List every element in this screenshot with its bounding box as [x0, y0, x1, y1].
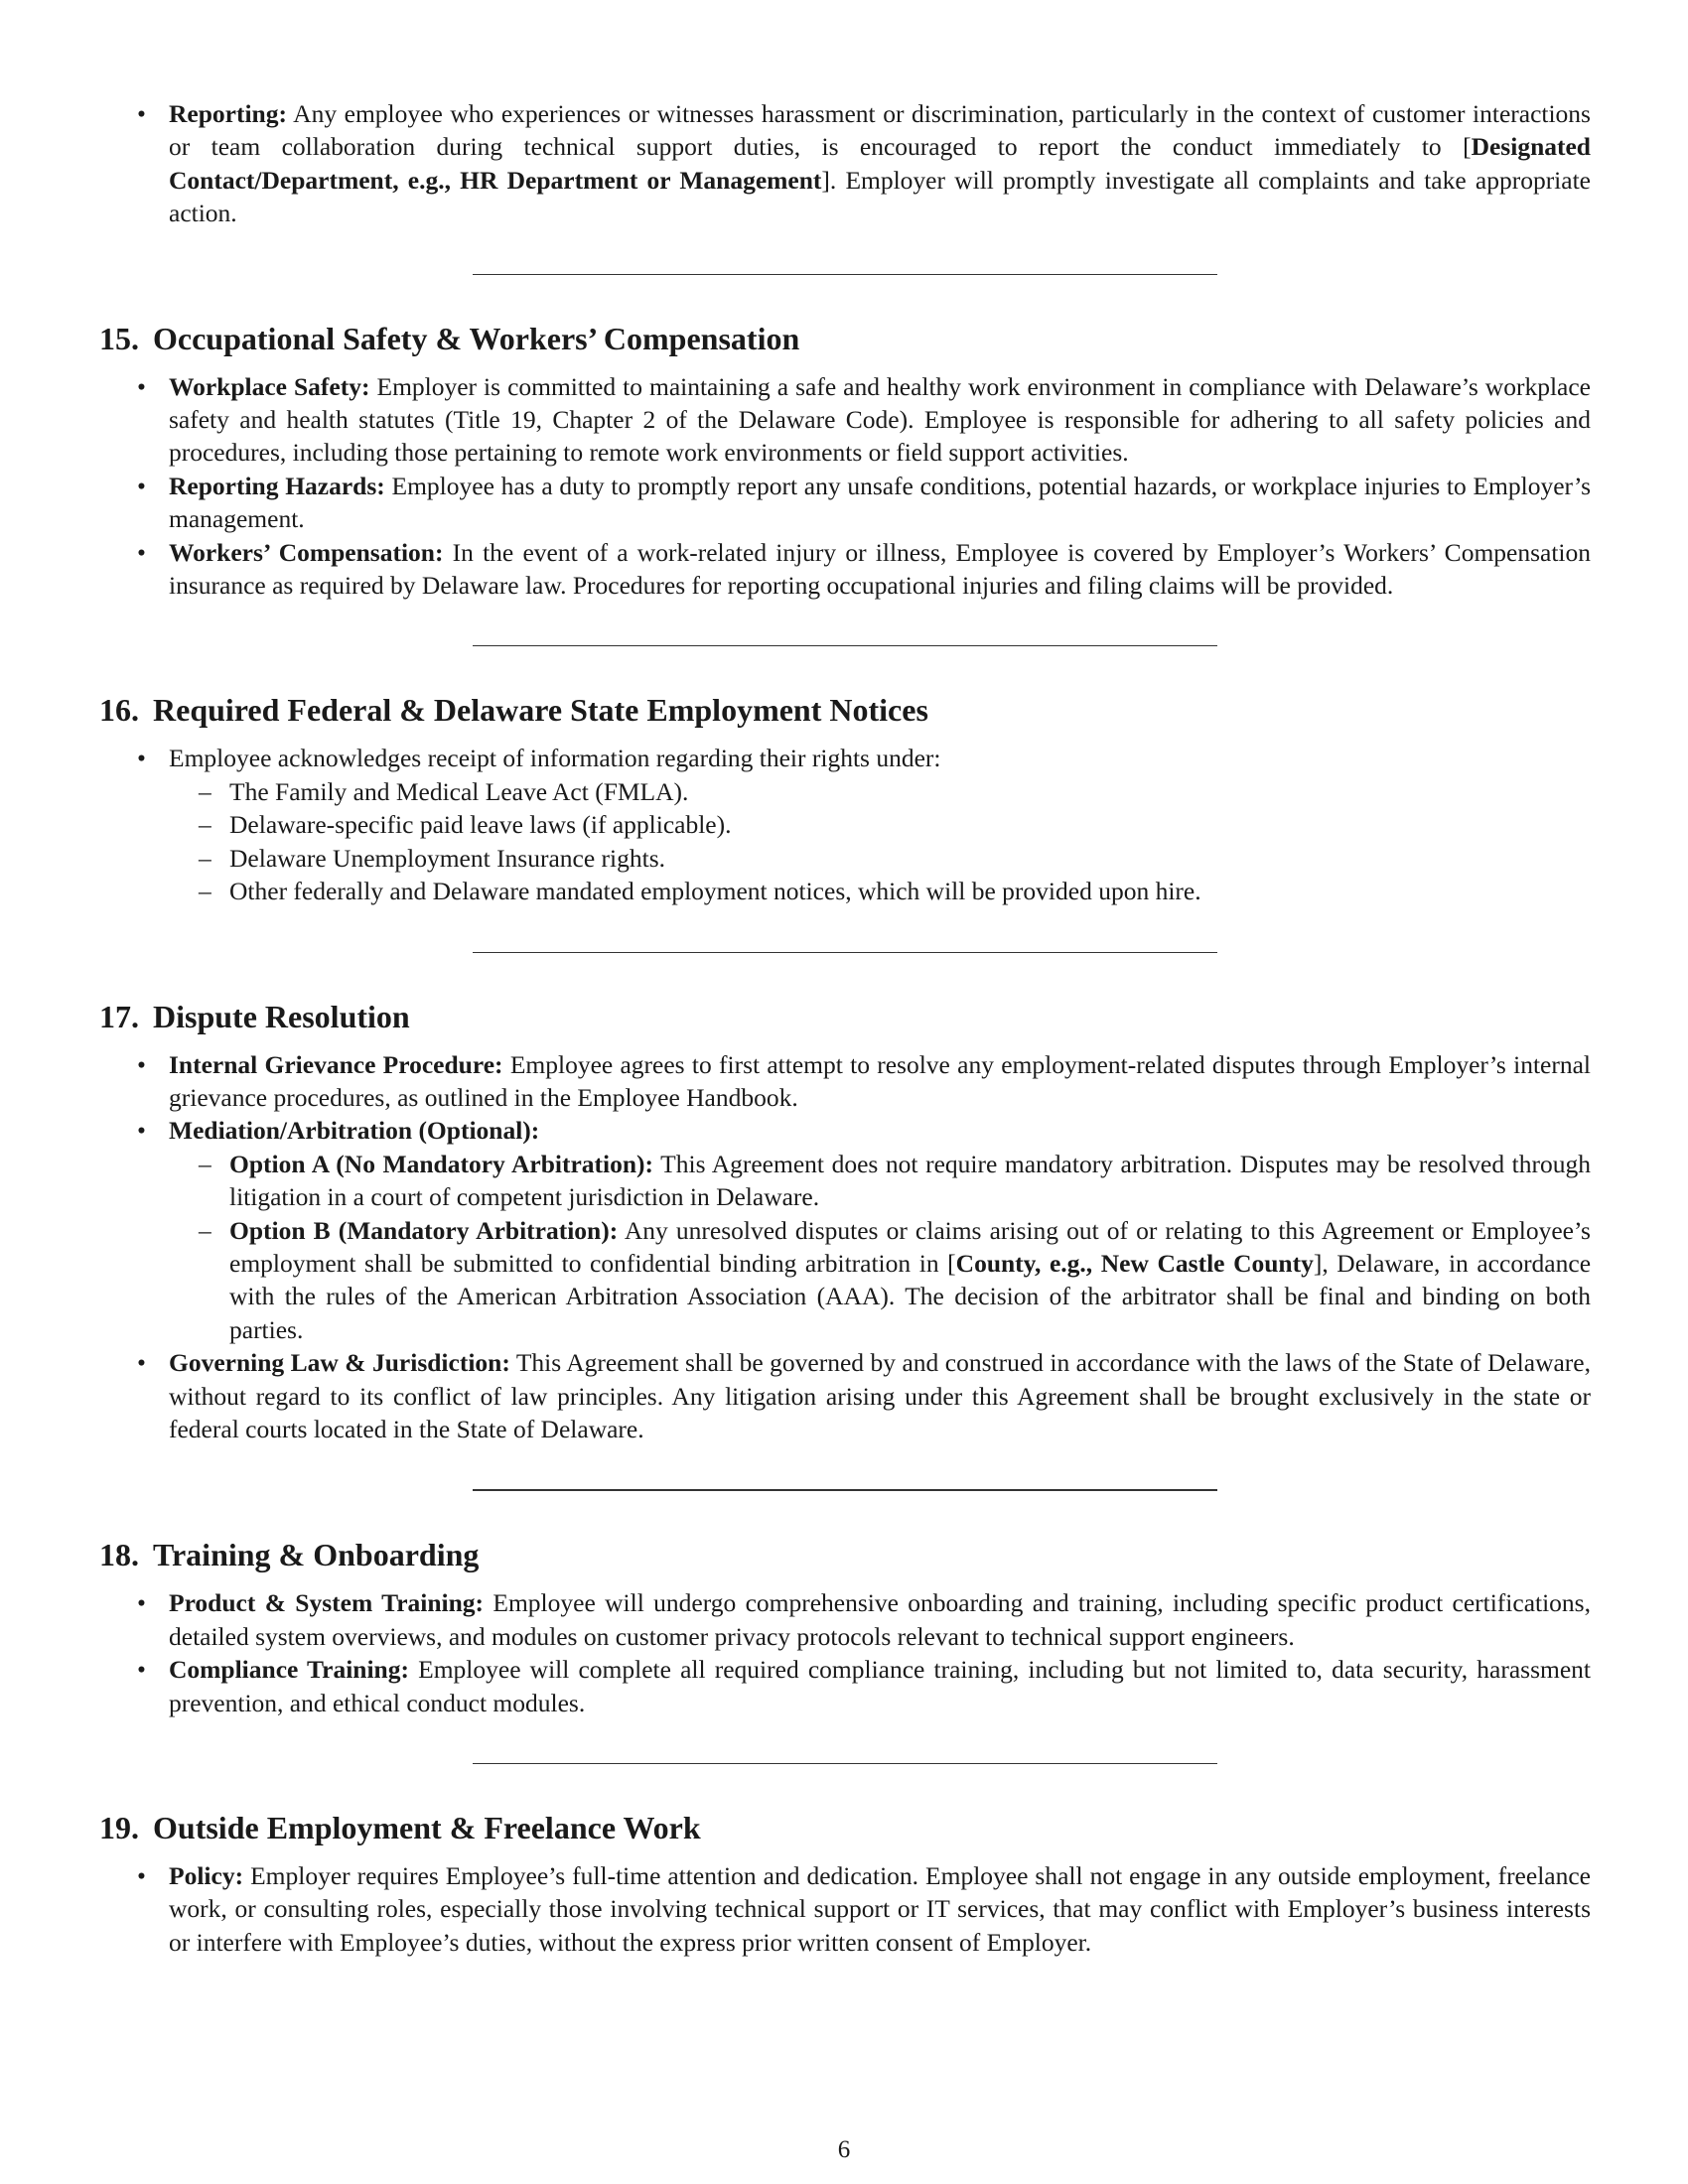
- list-item: [99, 1653, 1591, 1719]
- reporting-bullet: [99, 97, 1591, 230]
- bullet-label: Product & System Training:: [169, 1588, 485, 1618]
- section-17-list: [99, 1048, 1591, 1446]
- section-title: Required Federal & Delaware State Employment Notices: [153, 692, 928, 729]
- section-16-list: [99, 742, 1591, 907]
- section-title: Dispute Resolution: [153, 998, 410, 1034]
- list-item: [99, 536, 1591, 603]
- section-heading-18: [99, 1535, 1591, 1574]
- list-item: [99, 470, 1591, 536]
- section-divider: [473, 1489, 1217, 1491]
- section-number: 18.: [99, 1537, 139, 1573]
- bullet-label: Workers’ Compensation:: [169, 537, 444, 567]
- bullet-text: In the event of a work-related injury or illness, Employee is covered by Employer’s Workers’ Compensation insurance as required by Delaware law. Procedures for reporting occupational injuries and filing claims will be provided.: [169, 537, 1592, 601]
- bullet-text: Employer is committed to maintaining a safe and healthy work environment in compliance with Delaware’s workplace safety and health statutes (Title 19, Chapter 2 of the Delaware Code). Employee is responsible for adhering to all safety policies and procedures, including those pertaining to remote work environments or field support activities.: [169, 371, 1591, 468]
- notices-sublist: [99, 775, 1591, 908]
- section-19-list: [99, 1859, 1591, 1959]
- bullet-text: Employee agrees to first attempt to resolve any employment-related disputes through Employer’s internal grievance procedures, as outlined in the Employee Handbook.: [169, 1049, 1591, 1112]
- list-item: [99, 742, 1591, 907]
- bullet-text: Employee will complete all required compliance training, including but not limited to, data security, harassment prevention, and ethical conduct modules.: [169, 1655, 1592, 1717]
- bullet-label: Policy:: [169, 1861, 244, 1890]
- bullet-text: Employee has a duty to promptly report any unsafe conditions, potential hazards, or workplace injuries to Employer’s management.: [169, 471, 1591, 534]
- list-item: [99, 1346, 1591, 1445]
- section-heading-16: [99, 690, 1591, 730]
- sub-list-item: – Delaware-specific paid leave laws (if applicable).: [169, 808, 1591, 841]
- section-title: Training & Onboarding: [153, 1537, 480, 1573]
- sub-list-item: – Delaware Unemployment Insurance rights.: [169, 842, 1591, 875]
- bullet-text: Any employee who experiences or witnesses harassment or discrimination, particularly in the context of customer interactions or team collaboration during technical support duties, is encouraged to report the conduct immediately to [: [169, 99, 1591, 162]
- arbitration-options: [99, 1148, 1591, 1346]
- section-15-list: [99, 370, 1591, 603]
- list-item: [99, 1586, 1591, 1653]
- document-page: [99, 97, 1591, 1959]
- section-number: 15.: [99, 320, 139, 356]
- bullet-label: Reporting Hazards:: [169, 471, 385, 500]
- placeholder-text: Designated Contact/Department, e.g., HR Department or Management: [169, 132, 1591, 195]
- section-divider: [473, 952, 1217, 953]
- page-number: 6: [837, 2136, 851, 2163]
- section-title: Outside Employment & Freelance Work: [153, 1810, 701, 1845]
- bullet-label: Internal Grievance Procedure:: [169, 1049, 503, 1079]
- bullet-label: Mediation/Arbitration (Optional):: [169, 1116, 540, 1146]
- section-heading-19: [99, 1808, 1591, 1847]
- list-item: [99, 370, 1591, 470]
- option-label: Option B (Mandatory Arbitration):: [229, 1215, 619, 1245]
- bullet-text: Employee will undergo comprehensive onboarding and training, including specific product certifications, detailed system overviews, and modules on customer privacy protocols relevant to technical support engineers.: [169, 1588, 1591, 1651]
- section-heading-15: [99, 319, 1591, 358]
- section-divider: [473, 274, 1217, 275]
- section-divider: [473, 1763, 1217, 1764]
- bullet-text: This Agreement shall be governed by and construed in accordance with the laws of the State of Delaware, without regard to its conflict of law principles. Any litigation arising under this Agreement shall be brought exclusively in the state or federal courts located in the State of Delaware.: [169, 1348, 1591, 1443]
- bullet-label: Reporting:: [169, 99, 287, 128]
- list-item: [99, 1114, 1591, 1346]
- section-heading-17: [99, 997, 1591, 1036]
- bullet-label: Compliance Training:: [169, 1655, 409, 1685]
- list-item: [99, 1859, 1591, 1959]
- section-18-list: [99, 1586, 1591, 1719]
- sub-list-item: – Other federally and Delaware mandated employment notices, which will be provided upon hire.: [169, 875, 1591, 907]
- section-number: 17.: [99, 998, 139, 1034]
- section-number: 16.: [99, 692, 139, 729]
- option-text: This Agreement does not require mandatory arbitration. Disputes may be resolved through litigation in a court of competent jurisdiction in Delaware.: [229, 1149, 1592, 1212]
- bullet-text: Employee acknowledges receipt of information regarding their rights under:: [169, 744, 941, 773]
- bullet-label: Governing Law & Jurisdiction:: [169, 1348, 510, 1378]
- list-item: [99, 1048, 1591, 1115]
- option-a: [169, 1148, 1591, 1214]
- option-text: ], Delaware, in accordance with the rules of the American Arbitration Association (AAA). The decision of the arbitrator shall be final and binding on both parties.: [229, 1248, 1592, 1344]
- option-text: Any unresolved disputes or claims arising out of or relating to this Agreement or Employee’s employment shall be submitted to confidential binding arbitration in [: [229, 1215, 1591, 1278]
- section-title: Occupational Safety & Workers’ Compensation: [153, 320, 800, 356]
- option-label: Option A (No Mandatory Arbitration):: [229, 1149, 654, 1178]
- section-number: 19.: [99, 1810, 139, 1845]
- reporting-list: [99, 97, 1591, 230]
- section-divider: [473, 645, 1217, 646]
- placeholder-text: County, e.g., New Castle County: [955, 1248, 1314, 1278]
- bullet-text: ]. Employer will promptly investigate all complaints and take appropriate action.: [169, 165, 1591, 228]
- sub-list-item: – The Family and Medical Leave Act (FMLA).: [169, 775, 1591, 808]
- bullet-text: Employer requires Employee’s full-time attention and dedication. Employee shall not engage in any outside employment, freelance work, or consulting roles, especially those involving technical support or IT services, that may conflict with Employer’s business interests or interfere with Employee’s duties, without the express prior written consent of Employer.: [169, 1861, 1591, 1957]
- option-b: [169, 1214, 1591, 1347]
- bullet-label: Workplace Safety:: [169, 371, 370, 401]
